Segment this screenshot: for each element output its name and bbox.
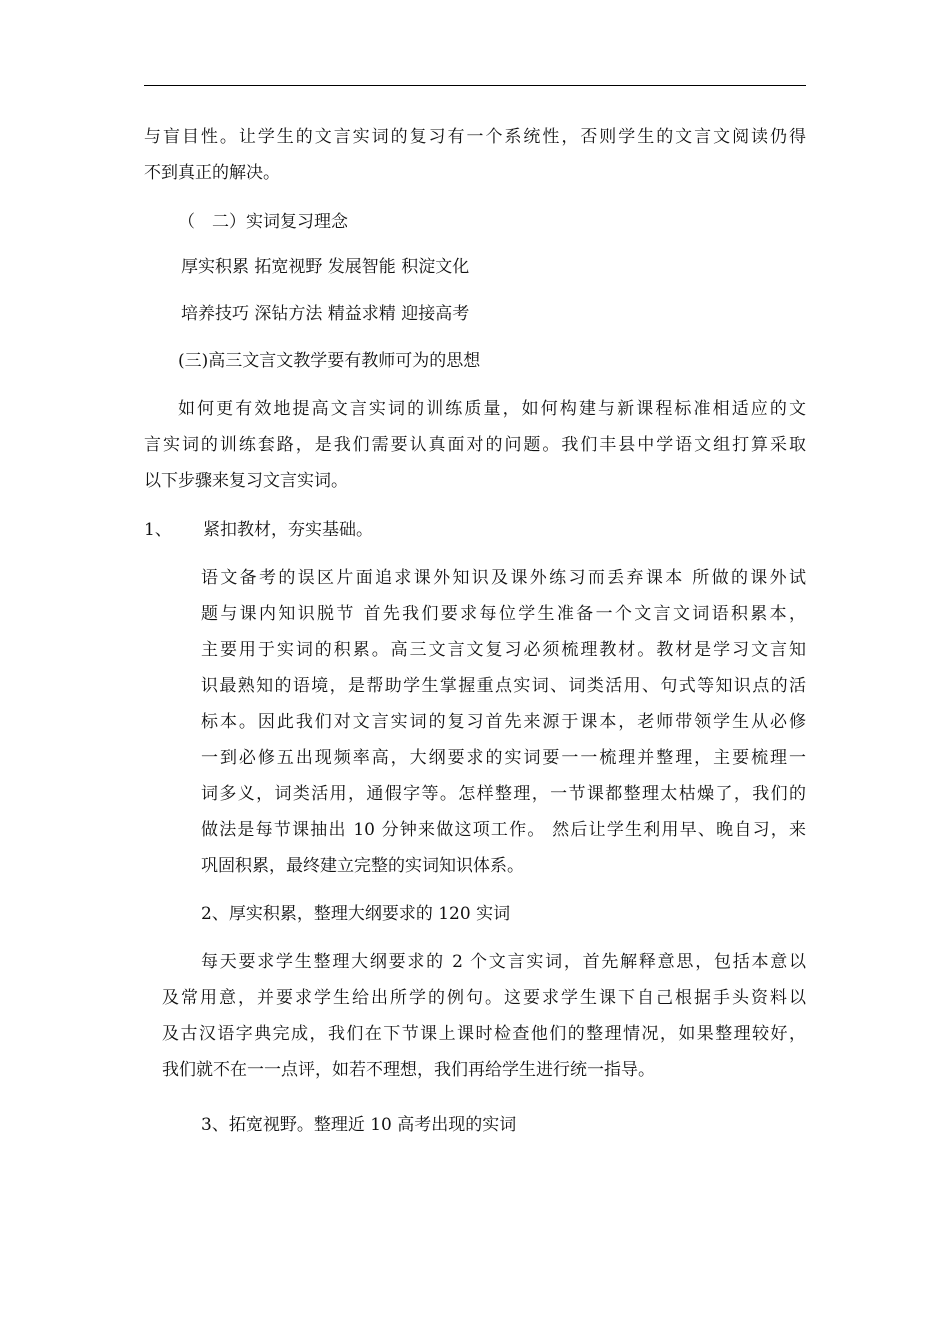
intro-line-1: 与盲目性。让学生的文言实词的复习有一个系统性，否则学生的文言文阅读仍得 <box>144 127 806 147</box>
item3-title: 3、拓宽视野。整理近 10 高考出现的实词 <box>201 1115 517 1135</box>
item2-para-line-4: 我们就不在一一点评，如若不理想，我们再给学生进行统一指导。 <box>162 1060 655 1080</box>
item1-number: 1、 <box>144 520 172 540</box>
item2-title: 2、厚实积累，整理大纲要求的 120 实词 <box>201 904 511 924</box>
item1-para-line-7: 词多义，词类活用，通假字等。怎样整理，一节课都整理太枯燥了，我们的 <box>201 784 806 804</box>
section2-heading: （ 二）实词复习理念 <box>178 212 348 232</box>
item1-para-line-6: 一到必修五出现频率高，大纲要求的实词要一一梳理并整理，主要梳理一 <box>201 748 806 768</box>
item1-para-line-8: 做法是每节课抽出 10 分钟来做这项工作。 然后让学生利用早、晚自习，来 <box>201 820 806 840</box>
item2-para-line-3: 及古汉语字典完成，我们在下节课上课时检查他们的整理情况，如果整理较好， <box>162 1024 806 1044</box>
item1-para-line-1: 语文备考的误区片面追求课外知识及课外练习而丢弃课本 所做的课外试 <box>201 568 806 588</box>
item1-para-line-9: 巩固积累，最终建立完整的实词知识体系。 <box>201 856 524 876</box>
motto-row-2: 培养技巧 深钻方法 精益求精 迎接高考 <box>181 304 470 324</box>
section3-para-line-1: 如何更有效地提高文言实词的训练质量，如何构建与新课程标准相适应的文 <box>178 399 806 419</box>
motto-row-1: 厚实积累 拓宽视野 发展智能 积淀文化 <box>181 257 470 277</box>
item1-para-line-3: 主要用于实词的积累。高三文言文复习必须梳理教材。教材是学习文言知 <box>201 640 806 660</box>
item2-para-line-1: 每天要求学生整理大纲要求的 2 个文言实词，首先解释意思，包括本意以 <box>201 952 806 972</box>
section3-heading: (三)高三文言文教学要有教师可为的思想 <box>178 351 481 371</box>
intro-line-2: 不到真正的解决。 <box>144 163 280 183</box>
item1-para-line-4: 识最熟知的语境，是帮助学生掌握重点实词、词类活用、句式等知识点的活 <box>201 676 806 696</box>
section3-para-line-3: 以下步骤来复习文言实词。 <box>144 471 348 491</box>
item1-para-line-2: 题与课内知识脱节 首先我们要求每位学生准备一个文言文词语积累本， <box>201 604 806 624</box>
item2-para-line-2: 及常用意，并要求学生给出所学的例句。这要求学生课下自己根据手头资料以 <box>162 988 806 1008</box>
header-rule <box>144 85 806 86</box>
item1-title: 紧扣教材，夯实基础。 <box>203 520 373 540</box>
section3-para-line-2: 言实词的训练套路，是我们需要认真面对的问题。我们丰县中学语文组打算采取 <box>144 435 806 455</box>
item1-para-line-5: 标本。因此我们对文言实词的复习首先来源于课本，老师带领学生从必修 <box>201 712 806 732</box>
